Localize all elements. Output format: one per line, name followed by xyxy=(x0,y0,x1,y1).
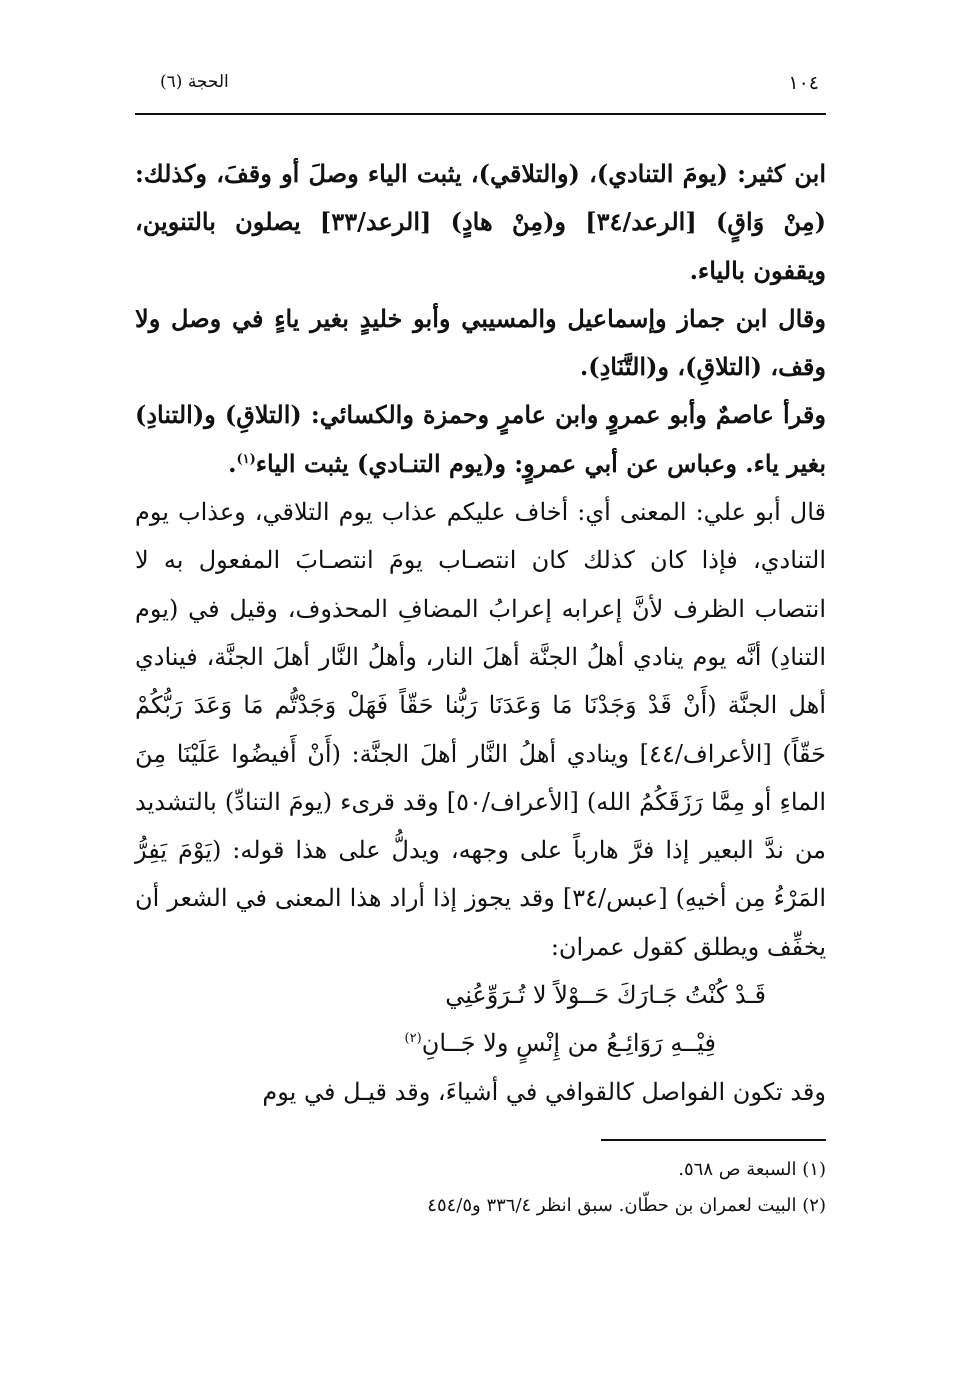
footnote-ref-1: (١) xyxy=(236,451,256,467)
header-divider xyxy=(135,113,826,115)
verse-line-2 xyxy=(135,1019,826,1067)
paragraph-5: وقد تكون الفواصل كالقوافي في أشياءَ، وقد قيـل في يوم xyxy=(262,1077,826,1106)
verse-line-1: قَـدْ كُنْتُ جَـارَكَ حَــوْلاً لا تُـرَوِّعُنِي xyxy=(445,981,766,1010)
page-number: ١٠٤ xyxy=(788,72,819,94)
paragraph-2: وقال ابن جماز وإسماعيل والمسيبي وأبو خليدٍ بغير ياءٍ في وصل ولا وقف، (التلاقِ)، و(التَّنَادِ). xyxy=(135,303,826,382)
paragraph-3 xyxy=(135,391,826,488)
footnote-ref-2: (٢) xyxy=(404,1031,422,1047)
paragraph-3-end: . xyxy=(228,448,237,478)
footnote-1: (١) السبعة ص ٥٦٨. xyxy=(678,1159,826,1180)
paragraph-3-text: وقرأ عاصمٌ وأبو عمروٍ وابن عامرٍ وحمزة والكسائي: (التلاقِ) و(التنادِ) بغير ياء. وعباس عن أبي عمروٍ: و(يوم التنـادي) يثبت الياء xyxy=(135,400,826,478)
main-text xyxy=(135,150,826,1116)
footnote-2: (٢) البيت لعمران بن حطّان. سبق انظر ٣٣٦/٤ و٤٥٤/٥ xyxy=(427,1195,826,1216)
paragraph-4: قال أبو علي: المعنى أي: أخاف عليكم عذاب يوم التلاقي، وعذاب يوم التنادي، فإذا كان كذلك كان انتصـاب يومَ انتصـابَ المفعول به لا انتصاب الظرف لأنَّ إعرابه إعرابُ المضافِ المحذوف، وقيل في (يوم التنادِ) أنَّه يوم ينادي أهلُ الجنَّة أهلَ النار، وأهلُ النَّار أهلَ الجنَّة، فينادي أهل الجنَّة (أَنْ قَدْ وَجَدْنَا مَا وَعَدَنَا رَبُّنا حَقّاً فَهَلْ وَجَدْتُّم مَا وَعَدَ رَبُّكُمْ حَقّاً) [الأعراف/٤٤] وينادي أهلُ النَّار أهلَ الجنَّة: (أَنْ أَفيضُوا عَلَيْنَا مِنَ الماءِ أو مِمَّا رَزَقَكُمُ الله) [الأعراف/٥٠] وقد قرىء (يومَ التنادِّ) بالتشديد من ندَّ البعير إذا فرَّ هارباً على وجهه، ويدلُّ على هذا قوله: (يَوْمَ يَفِرُّ المَرْءُ مِن أخيهِ) [عبس/٣٤] وقد يجوز إذا أراد هذا المعنى في الشعر أن يخفِّف ويطلق كقول عمران: xyxy=(135,498,827,961)
running-title: الحجة (٦) xyxy=(160,72,229,92)
paragraph-1: ابن كثير: (يومَ التنادي)، (والتلاقي)، يثبت الياء وصلَ أو وقفَ، وكذلك: (مِنْ وَاقٍ) [الرعد/٣٤] و(مِنْ هادٍ) [الرعد/٣٣] يصلون بالتنوين، ويقفون بالياء. xyxy=(135,159,826,285)
verse-line-2-text: فِيْــهِ رَوَائِـعُ من إِنْسٍ ولا جَــانِ xyxy=(421,1029,716,1058)
footnotes xyxy=(135,1152,826,1224)
footnote-divider xyxy=(601,1139,826,1141)
